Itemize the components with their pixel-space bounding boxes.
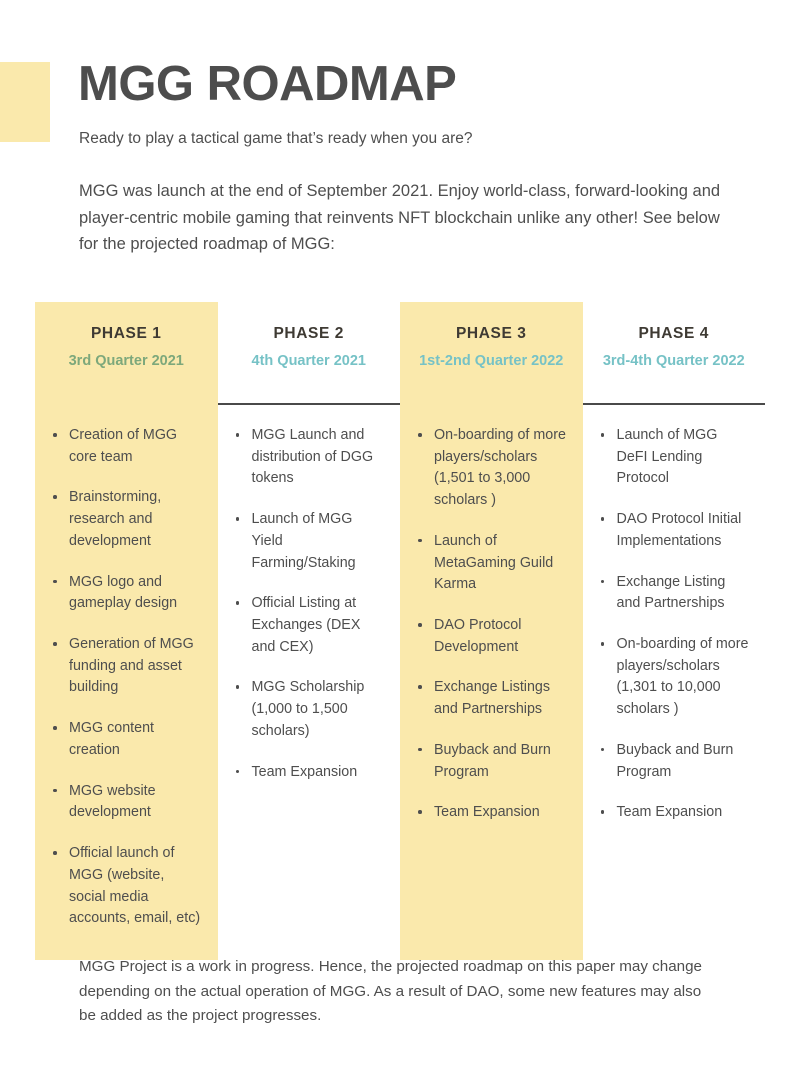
milestone-item: DAO Protocol Initial Implementations [595, 509, 752, 552]
milestone-item: Brainstorming, research and development [47, 487, 204, 552]
milestone-item: Buyback and Burn Program [595, 740, 752, 783]
milestone-item: Creation of MGG core team [47, 425, 204, 468]
milestone-item: Team Expansion [230, 762, 387, 784]
footnote-paragraph: MGG Project is a work in progress. Hence, the projected roadmap on this paper may change depending on the actual operation of MGG. As a result of DAO, some new features may also be added as the project progresses. [79, 958, 702, 1025]
roadmap-column-phase-3 [400, 302, 583, 960]
milestone-item: Exchange Listing and Partnerships [595, 572, 752, 615]
phase-label-4: PHASE 4 [638, 325, 710, 342]
column-body-phase-1 [35, 403, 218, 960]
milestone-item: MGG website development [47, 781, 204, 824]
milestone-list-phase-4 [595, 425, 752, 824]
milestone-list-phase-3 [412, 425, 569, 824]
column-header-phase-2 [218, 302, 401, 403]
roadmap-table [35, 302, 765, 960]
roadmap-column-phase-1 [35, 302, 218, 960]
milestone-item: Exchange Listings and Partnerships [412, 677, 569, 720]
milestone-list-phase-2 [230, 425, 387, 783]
milestone-item: Launch of MetaGaming Guild Karma [412, 531, 569, 596]
phase-label-3: PHASE 3 [455, 325, 527, 342]
roadmap-column-phase-4 [583, 302, 766, 960]
phase-period-3: 1st-2nd Quarter 2022 [419, 353, 564, 369]
milestone-item: Launch of MGG Yield Farming/Staking [230, 509, 387, 574]
phase-label-1: PHASE 1 [90, 325, 162, 342]
column-header-phase-1 [35, 302, 218, 403]
column-header-phase-4 [583, 302, 766, 403]
milestone-item: Team Expansion [412, 802, 569, 824]
milestone-item: Official Listing at Exchanges (DEX and CEX) [230, 593, 387, 658]
milestone-item: DAO Protocol Development [412, 615, 569, 658]
phase-label-2: PHASE 2 [273, 325, 345, 342]
phase-period-1: 3rd Quarter 2021 [68, 353, 184, 369]
intro-paragraph: MGG was launch at the end of September 2021. Enjoy world-class, forward-looking and player-centric mobile gaming that reinvents NFT blockchain unlike any other! See below for the projected roadmap of MGG: [79, 182, 721, 254]
roadmap-column-phase-2 [218, 302, 401, 960]
milestone-item: MGG Scholarship (1,000 to 1,500 scholars) [230, 677, 387, 742]
milestone-item: Launch of MGG DeFI Lending Protocol [595, 425, 752, 490]
milestone-item: MGG content creation [47, 718, 204, 761]
milestone-item: On-boarding of more players/scholars (1,301 to 10,000 scholars ) [595, 634, 752, 721]
milestone-item: Generation of MGG funding and asset building [47, 634, 204, 699]
milestone-item: On-boarding of more players/scholars (1,501 to 3,000 scholars ) [412, 425, 569, 512]
title-accent-block [0, 62, 50, 142]
page-title: MGG ROADMAP [78, 57, 457, 111]
column-header-phase-3 [400, 302, 583, 403]
phase-period-2: 4th Quarter 2021 [251, 353, 366, 369]
column-body-phase-2 [218, 403, 401, 813]
column-body-phase-3 [400, 403, 583, 854]
milestone-item: Official launch of MGG (website, social media accounts, email, etc) [47, 843, 204, 930]
roadmap-columns [35, 302, 765, 960]
milestone-list-phase-1 [47, 425, 204, 930]
milestone-item: Buyback and Burn Program [412, 740, 569, 783]
phase-period-4: 3rd-4th Quarter 2022 [602, 353, 745, 369]
page-subtitle: Ready to play a tactical game that’s ready when you are? [79, 130, 473, 147]
milestone-item: MGG logo and gameplay design [47, 572, 204, 615]
column-body-phase-4 [583, 403, 766, 854]
milestone-item: Team Expansion [595, 802, 752, 824]
milestone-item: MGG Launch and distribution of DGG tokens [230, 425, 387, 490]
